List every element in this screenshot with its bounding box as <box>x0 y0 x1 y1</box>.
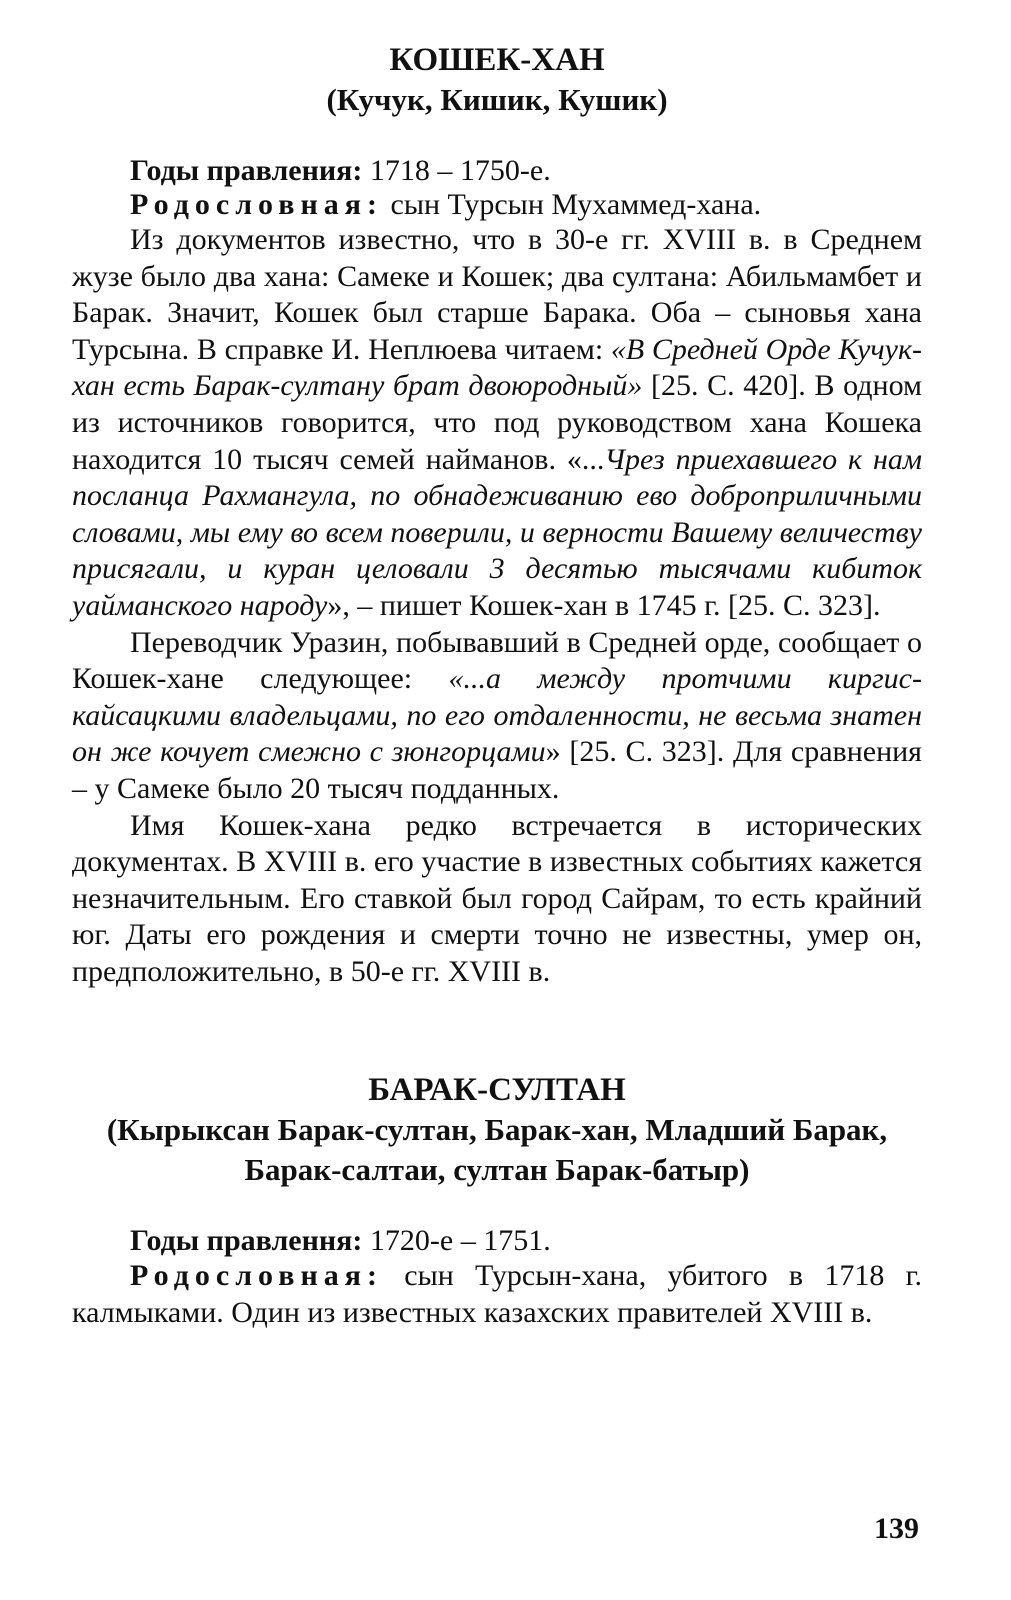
lineage-value: сын Турсын-хана, убитого в 1718 г. калмыками. Один из известных казахских правителей XVIII в. <box>72 1259 922 1330</box>
section-subtitle: (Кучук, Кишик, Кушик) <box>326 82 668 117</box>
lineage-label: Родословная: <box>130 188 383 221</box>
reign-label: Годы правления: <box>130 154 363 187</box>
text-run: Переводчик Уразин, побывавший в Средней орде, сообщает о Кошек-хане следующее: <box>72 625 922 696</box>
lineage-label: Родословная: <box>130 1259 383 1293</box>
section-subtitle: (Кырыксан Барак-султан, Барак-хан, Младший Барак, <box>106 1112 888 1148</box>
page-number: 139 <box>874 1512 919 1545</box>
book-page <box>72 40 922 1570</box>
paragraph <box>72 625 922 808</box>
section-barak-sultan <box>72 1070 922 1331</box>
reign-value: 1718 – 1750-е. <box>369 154 551 187</box>
lineage-value: сын Турсын Мухаммед-хана. <box>390 188 762 221</box>
section-koshek-khan <box>72 40 922 990</box>
reign-line <box>72 1224 922 1258</box>
section-subtitle: Барак-салтаи, султан Барак-батыр) <box>244 1152 750 1188</box>
text-run: Имя Кошек-хана редко встречается в исторических документах. В XVIII в. его участие в известных событиях кажется незначительным. Его ставкой был город Сайрам, то есть крайний юг. Даты его рождения и смерти точно не известны, умер он, предположительно, в 50-е гг. XVIII в. <box>72 808 922 988</box>
quote-run: «В Средней Орде Кучук-хан есть Барак-султану брат двоюродный» <box>72 332 922 403</box>
paragraph <box>72 808 922 991</box>
reign-label: Годы правлення: <box>130 1224 363 1258</box>
reign-value: 1720-е – 1751. <box>369 1224 551 1258</box>
text-run: », – пишет Кошек-хан в 1745 г. [25. С. 323]. <box>327 588 881 622</box>
text-run: » [25. С. 323]. Для сравнения – у Самеке было 20 тысяч подданных. <box>72 735 922 805</box>
text-run: Из документов известно, что в 30-е гг. XVIII в. в Среднем жузе было два хана: Самеке и Кошек; два султана: Абильмамбет и Барак. Значит, Кошек был старше Барака. Оба – сыновья хана Турсына. В справке И. Неплюева читаем: <box>72 223 922 366</box>
lineage-line <box>72 1258 922 1331</box>
section-title: КОШЕК-ХАН <box>389 42 605 78</box>
quote-run: Чрез приехавшего к нам посланца Рахмангула, по обнадеживанию ево доброприличными словами, мы ему во всем поверили, и верности Вашему величеству присягали, и куран целовали 3 десятью тысячами кибиток уайманского народу <box>72 442 922 622</box>
paragraph <box>72 222 922 625</box>
quote-run: «...а между протчими киргис-кайсацкими владельцами, по его отдаленности, не весьма знатен он же кочует смежно с зюнгорцами <box>72 662 922 769</box>
reign-line <box>72 154 922 188</box>
section-title: БАРАК-СУЛТАН <box>368 1072 626 1109</box>
text-run: [25. С. 420]. В одном из источников говорится, что под руководством хана Кошека находится 10 тысяч семей найманов. «... <box>72 369 922 476</box>
lineage-line <box>72 188 922 222</box>
